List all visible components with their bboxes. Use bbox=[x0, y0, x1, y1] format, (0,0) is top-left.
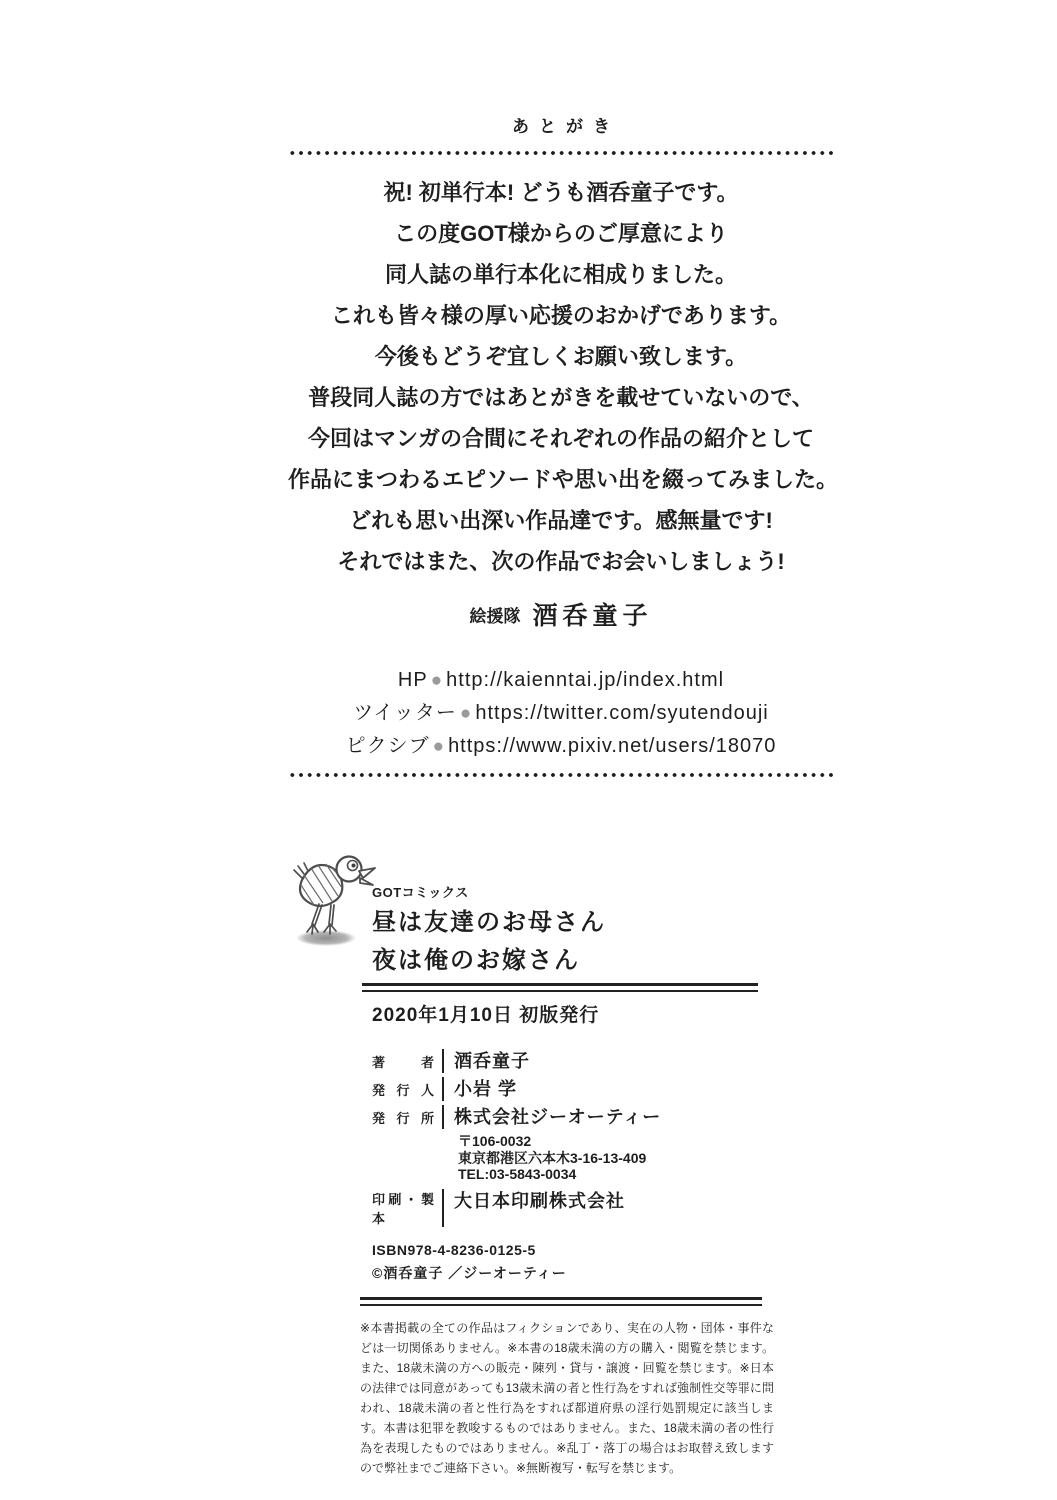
afterword-body-line: それではまた、次の作品でお会いしましょう! bbox=[337, 549, 785, 574]
publisher-address bbox=[458, 1133, 774, 1183]
signature-line bbox=[288, 596, 834, 632]
vertical-divider bbox=[442, 1105, 444, 1129]
afterword-body-line: 同人誌の単行本化に相成りました。 bbox=[384, 262, 737, 287]
dotted-divider-top bbox=[288, 150, 834, 156]
link-url: https://www.pixiv.net/users/18070 bbox=[448, 735, 777, 757]
credit-label: 発行人 bbox=[372, 1082, 434, 1098]
afterword-body-line: 作品にまつわるエピソードや思い出を綴ってみました。 bbox=[288, 467, 839, 492]
imprint-label: GOTコミックス bbox=[372, 885, 469, 900]
isbn-number: ISBN978-4-8236-0125-5 bbox=[372, 1241, 536, 1258]
address-line: 東京都港区六本木3-16-13-409 bbox=[458, 1149, 647, 1166]
double-rule-title bbox=[362, 983, 758, 992]
credit-row-publisher bbox=[372, 1105, 774, 1129]
vertical-divider bbox=[442, 1077, 444, 1101]
signature-group: 絵援隊 bbox=[469, 607, 521, 626]
afterword-body-line: 今後もどうぞ宜しくお願い致します。 bbox=[374, 344, 748, 369]
dotted-divider-bottom bbox=[288, 772, 834, 778]
link-line bbox=[288, 697, 834, 730]
afterword-body-line: 今回はマンガの合間にそれぞれの作品の紹介として bbox=[307, 426, 814, 451]
credits-table bbox=[360, 1049, 774, 1227]
book-title-line: 昼は友達のお母さん bbox=[372, 909, 606, 936]
bullet-icon: ● bbox=[432, 736, 446, 757]
copyright-line: ©酒呑童子 ／ジーオーティー bbox=[372, 1264, 567, 1281]
afterword-section bbox=[288, 112, 839, 778]
afterword-title: あとがき bbox=[512, 117, 620, 136]
links-block bbox=[288, 664, 834, 763]
afterword-body-line: 祝! 初単行本! どうも酒呑童子です。 bbox=[383, 180, 739, 205]
link-label: ピクシブ bbox=[345, 735, 430, 757]
credit-value: 小岩 学 bbox=[454, 1079, 518, 1099]
credit-label: 発行所 bbox=[372, 1110, 434, 1126]
bullet-icon: ● bbox=[430, 670, 444, 691]
afterword-body-line: 普段同人誌の方ではあとがきを載せていないので、 bbox=[308, 385, 814, 410]
edition-date: 2020年1月10日 初版発行 bbox=[372, 1005, 600, 1026]
credit-value: 酒呑童子 bbox=[454, 1051, 530, 1071]
signature-name: 酒呑童子 bbox=[532, 602, 653, 630]
double-rule-disclaimer bbox=[360, 1297, 762, 1306]
address-line: 〒106-0032 bbox=[458, 1133, 532, 1149]
link-line bbox=[288, 664, 834, 697]
vertical-divider bbox=[442, 1049, 444, 1073]
book-title bbox=[360, 904, 774, 980]
afterword-body-line: どれも思い出深い作品達です。感無量です! bbox=[349, 508, 773, 533]
credit-value: 株式会社ジーオーティー bbox=[454, 1107, 662, 1127]
afterword-body bbox=[288, 172, 839, 582]
vertical-divider bbox=[442, 1189, 444, 1227]
link-url: http://kaienntai.jp/index.html bbox=[446, 669, 725, 691]
credit-label: 印刷・製本 bbox=[372, 1191, 434, 1226]
credit-label: 著者 bbox=[372, 1054, 434, 1070]
link-label: ツイッター bbox=[353, 702, 457, 724]
disclaimer-text: ※本書掲載の全ての作品はフィクションであり、実在の人物・団体・事件などは一切関係ありません。※本書の18歳未満の方の購入・閲覧を禁じます。また、18歳未満の方への販売・陳列・貸与・譲渡・回覧を禁じます。※日本の法律では同意があっても13歳未満の者と性行為をすれば強制性交等罪に問われ、18歳未満の者と性行為をすれば都道府県の淫行処罰規定に該当します。本書は犯罪を教唆するものではありません。また、18歳未満の者の性行為を表現したものではありません。※乱丁・落丁の場合はお取替え致しますので弊社までご連絡下さい。※無断複写・転写を禁じます。 bbox=[360, 1320, 774, 1475]
link-label: HP bbox=[397, 669, 428, 691]
book-title-line: 夜は俺のお嫁さん bbox=[372, 947, 580, 974]
link-line bbox=[288, 730, 834, 763]
credit-row-printer bbox=[372, 1189, 774, 1227]
credit-row-author bbox=[372, 1049, 774, 1073]
bullet-icon: ● bbox=[459, 703, 473, 724]
link-url: https://twitter.com/syutendouji bbox=[475, 702, 769, 724]
credit-row-publisher-person bbox=[372, 1077, 774, 1101]
colophon-section bbox=[360, 882, 774, 1478]
credit-value: 大日本印刷株式会社 bbox=[454, 1190, 625, 1211]
afterword-body-line: この度GOT様からのご厚意により bbox=[394, 221, 728, 246]
address-line: TEL:03-5843-0034 bbox=[458, 1166, 577, 1182]
afterword-body-line: これも皆々様の厚い応援のおかげであります。 bbox=[330, 303, 792, 328]
